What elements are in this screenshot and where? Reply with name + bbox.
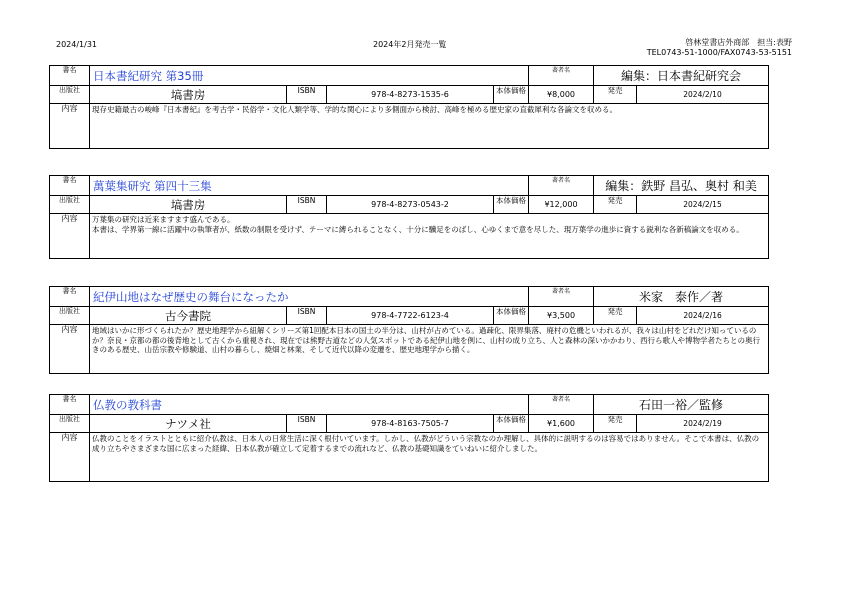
content-label: 内容 (50, 433, 90, 482)
book-author: 石田一裕／監修 (594, 395, 769, 415)
book-isbn: 978-4-8273-1535-6 (327, 86, 494, 104)
list-date: 2024/1/31 (56, 40, 98, 49)
book-title: 日本書紀研究 第35冊 (90, 66, 529, 86)
book-isbn: 978-4-8163-7505-7 (327, 415, 494, 433)
book-entry (49, 65, 768, 149)
price-label: 本体価格 (494, 86, 529, 104)
book-isbn: 978-4-7722-6123-4 (327, 307, 494, 325)
price-label: 本体価格 (494, 415, 529, 433)
title-label: 書名 (50, 176, 90, 196)
book-entry (49, 394, 768, 482)
title-label: 書名 (50, 66, 90, 86)
publisher-label: 出版社 (50, 86, 90, 104)
title-label: 書名 (50, 395, 90, 415)
book-entry (49, 175, 768, 259)
book-price: ¥8,000 (529, 86, 594, 104)
book-price: ¥12,000 (529, 196, 594, 214)
isbn-label: ISBN (287, 86, 327, 104)
content-label: 内容 (50, 325, 90, 374)
book-author: 編集：鉄野 昌弘、奥村 和美 (594, 176, 769, 196)
publisher-label: 出版社 (50, 307, 90, 325)
release-label: 発売 (594, 415, 637, 433)
isbn-label: ISBN (287, 196, 327, 214)
contact-block (647, 38, 792, 58)
book-author: 編集：日本書紀研究会 (594, 66, 769, 86)
release-label: 発売 (594, 196, 637, 214)
price-label: 本体価格 (494, 307, 529, 325)
book-title: 仏教の教科書 (90, 395, 529, 415)
title-label: 書名 (50, 287, 90, 307)
publisher-label: 出版社 (50, 415, 90, 433)
book-isbn: 978-4-8273-0543-2 (327, 196, 494, 214)
book-publisher: 塙書房 (90, 196, 287, 214)
book-entry (49, 286, 768, 374)
publisher-label: 出版社 (50, 196, 90, 214)
book-release-date: 2024/2/10 (637, 86, 769, 104)
isbn-label: ISBN (287, 307, 327, 325)
book-release-date: 2024/2/16 (637, 307, 769, 325)
book-content: 現存史籍最古の峻峰『日本書紀』を考古学・民俗学・文化人類学等、学的な関心により多側面から検討、高峰を極める歴史家の直截犀利な各論文を収める。 (90, 104, 769, 149)
isbn-label: ISBN (287, 415, 327, 433)
contact-line: TEL0743-51-1000/FAX0743-53-5151 (646, 48, 792, 57)
release-label: 発売 (594, 86, 637, 104)
author-label: 著者名 (529, 66, 594, 86)
content-label: 内容 (50, 214, 90, 259)
book-publisher: 塙書房 (90, 86, 287, 104)
book-title: 紀伊山地はなぜ歴史の舞台になったか (90, 287, 529, 307)
book-title: 萬葉集研究 第四十三集 (90, 176, 529, 196)
book-release-date: 2024/2/15 (637, 196, 769, 214)
release-label: 発売 (594, 307, 637, 325)
book-publisher: 古今書院 (90, 307, 287, 325)
author-label: 著者名 (529, 395, 594, 415)
book-content: 地域はいかに形づくられたか？歴史地理学から紐解くシリーズ第1回配本日本の国土の半分は、山村が占めている。過疎化、限界集落、廃村の危機といわれるが、我々は山村をどれだけ知っているのか？奈良・京都の都の後背地として古くから重視され、現在では熊野古道などの人気スポットである紀伊山地を例に、山村の成り立ち、人と森林の深いかかわり、西行ら歌人や博物学者たちとの奥行きのある歴史、山岳宗教や修験道、山村の暮らし、焼畑と林業、そして近代以降の変遷を、歴史地理学から描く。 (90, 325, 769, 374)
book-content: 仏教のことをイラストとともに紹介仏教は、日本人の日常生活に深く根付いています。しかし、仏教がどういう宗教なのか理解し、具体的に説明するのは容易ではありません。そこで本書は、仏教の成り立ちやさまざまな国に広まった経緯、日本仏教が確立して定着するまでの流れなど、仏教の基礎知識をていねいに紹介しました。 (90, 433, 769, 482)
book-price: ¥3,500 (529, 307, 594, 325)
author-label: 著者名 (529, 176, 594, 196)
content-label: 内容 (50, 104, 90, 149)
price-label: 本体価格 (494, 196, 529, 214)
author-label: 著者名 (529, 287, 594, 307)
book-content: 万葉集の研究は近来ますます盛んである。 本書は、学界第一線に活躍中の執筆者が、紙数の制限を受けず、テーマに縛られることなく、十分に驥足をのばし、心ゆくまで意を尽した、現万葉学の進歩に資する鋭利な各新稿論文を収める。 (90, 214, 769, 259)
list-title: 2024年2月発売一覧 (373, 40, 447, 49)
book-publisher: ナツメ社 (90, 415, 287, 433)
company-line: 啓林堂書店外商部 担当:表野 (685, 38, 792, 47)
book-author: 米家 泰作／著 (594, 287, 769, 307)
book-release-date: 2024/2/19 (637, 415, 769, 433)
book-price: ¥1,600 (529, 415, 594, 433)
